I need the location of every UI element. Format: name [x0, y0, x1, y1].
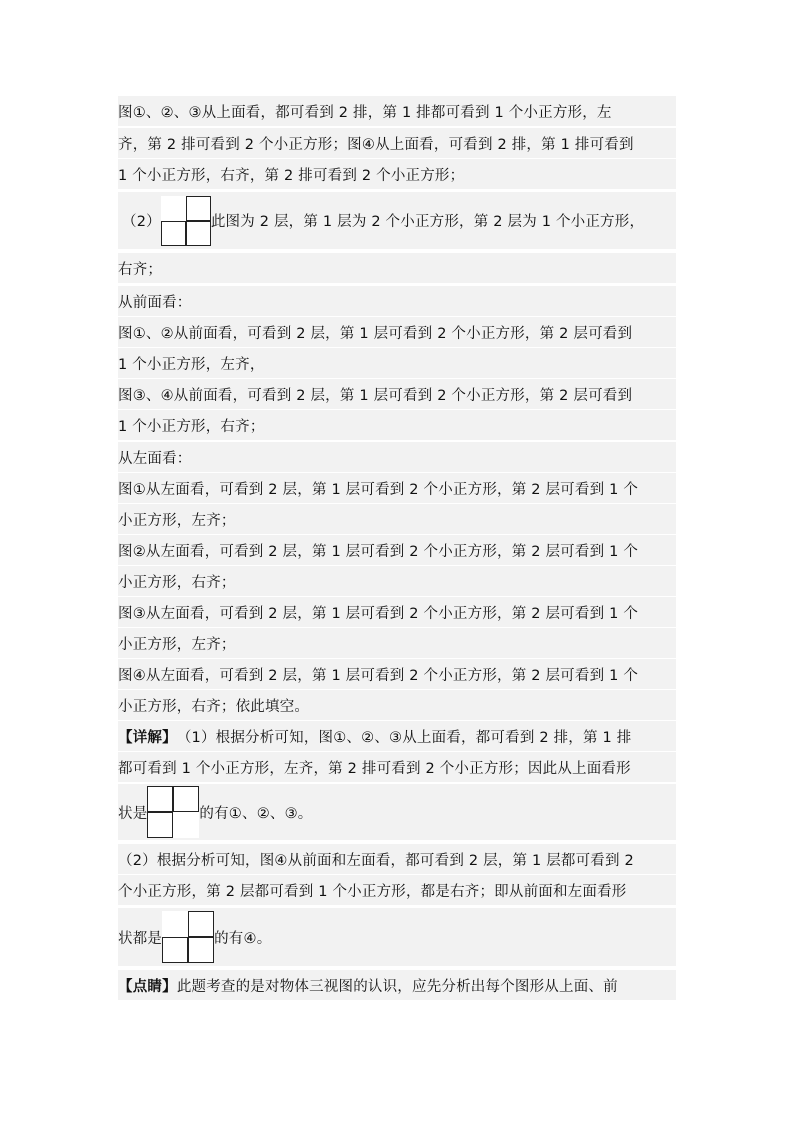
line-text: 此题考查的是对物体三视图的认识，应先分析出每个图形从上面、前: [176, 978, 618, 995]
text-line: [118, 473, 676, 503]
line-text: 状是: [118, 805, 148, 822]
line-text: 从左面看：: [118, 450, 192, 467]
line-text: 图④从左面看，可看到 2 层，第 1 层可看到 2 个小正方形，第 2 层可看到 1 个: [118, 667, 639, 684]
text-line: [118, 348, 676, 378]
line-text: 图①、②、③从上面看，都可看到 2 排，第 1 排都可看到 1 个小正方形，左: [118, 104, 612, 121]
text-line: [118, 410, 676, 440]
text-line: [118, 128, 676, 158]
line-text: 都可看到 1 个小正方形，左齐，第 2 排可看到 2 个小正方形；因此从上面看形: [118, 760, 631, 777]
text-line: [118, 504, 676, 534]
line-text: 图①、②从前面看，可看到 2 层，第 1 层可看到 2 个小正方形，第 2 层可看到: [118, 325, 633, 342]
view-figure-top: [147, 786, 199, 838]
line-text: 小正方形，左齐；: [118, 512, 236, 529]
line-text: 右齐；: [118, 261, 163, 278]
line-text: 小正方形，左齐；: [118, 636, 236, 653]
text-line: [118, 442, 676, 472]
line-text: 个小正方形，第 2 层都可看到 1 个小正方形，都是右齐；即从前面和左面看形: [118, 883, 627, 900]
line-text: 从前面看：: [118, 294, 192, 311]
line-text: 小正方形，右齐；依此填空。: [118, 698, 310, 715]
text-line: [118, 159, 676, 189]
text-line: [118, 844, 676, 874]
text-line: [118, 970, 676, 1000]
line-text: 此图为 2 层，第 1 层为 2 个小正方形，第 2 层为 1 个小正方形，: [210, 214, 645, 230]
text-line: [118, 253, 676, 283]
line-text: 1 个小正方形，右齐，第 2 排可看到 2 个小正方形；: [118, 167, 465, 184]
text-line: [118, 317, 676, 347]
line-text: 齐，第 2 排可看到 2 个小正方形；图④从上面看，可看到 2 排，第 1 排可看到: [118, 136, 634, 153]
line-text: 图③、④从前面看，可看到 2 层，第 1 层可看到 2 个小正方形，第 2 层可看到: [118, 387, 633, 404]
line-text: （2）根据分析可知，图④从前面和左面看，都可看到 2 层，第 1 层都可看到 2: [118, 852, 634, 869]
text-line: [118, 597, 676, 627]
text-line: [118, 566, 676, 596]
text-line: [118, 875, 676, 905]
line-text: 图①从左面看，可看到 2 层，第 1 层可看到 2 个小正方形，第 2 层可看到 1 个: [118, 481, 639, 498]
line-text: （1）根据分析可知，图①、②、③从上面看，都可看到 2 排，第 1 排: [176, 729, 632, 746]
line-text: （2）: [122, 214, 161, 230]
text-line: [118, 659, 676, 689]
line-text: 的有④。: [214, 930, 272, 947]
line-text: 的有①、②、③。: [199, 805, 313, 822]
text-line: [118, 721, 676, 751]
text-line: [118, 535, 676, 565]
line-text: 1 个小正方形，左齐，: [118, 356, 265, 373]
line-text: 状都是: [118, 930, 163, 947]
view-figure-front: [161, 196, 211, 246]
view-figure-front-left: [162, 911, 214, 963]
text-line: [118, 96, 676, 126]
line-text: 图②从左面看，可看到 2 层，第 1 层可看到 2 个小正方形，第 2 层可看到 1 个: [118, 543, 639, 560]
text-line: [118, 286, 676, 316]
line-text: 图③从左面看，可看到 2 层，第 1 层可看到 2 个小正方形，第 2 层可看到 1 个: [118, 605, 639, 622]
section-label-comment: 【点睛】: [118, 978, 177, 995]
section-label-detail: 【详解】: [118, 729, 177, 746]
text-line: [118, 628, 676, 658]
text-line: [118, 752, 676, 782]
line-text: 小正方形，右齐；: [118, 574, 236, 591]
text-line-with-figure: [118, 784, 676, 840]
text-line: [118, 379, 676, 409]
line-text: 1 个小正方形，右齐；: [118, 418, 265, 435]
text-line-with-figure: [118, 192, 676, 249]
text-line-with-figure: [118, 908, 676, 966]
text-line: [118, 690, 676, 720]
